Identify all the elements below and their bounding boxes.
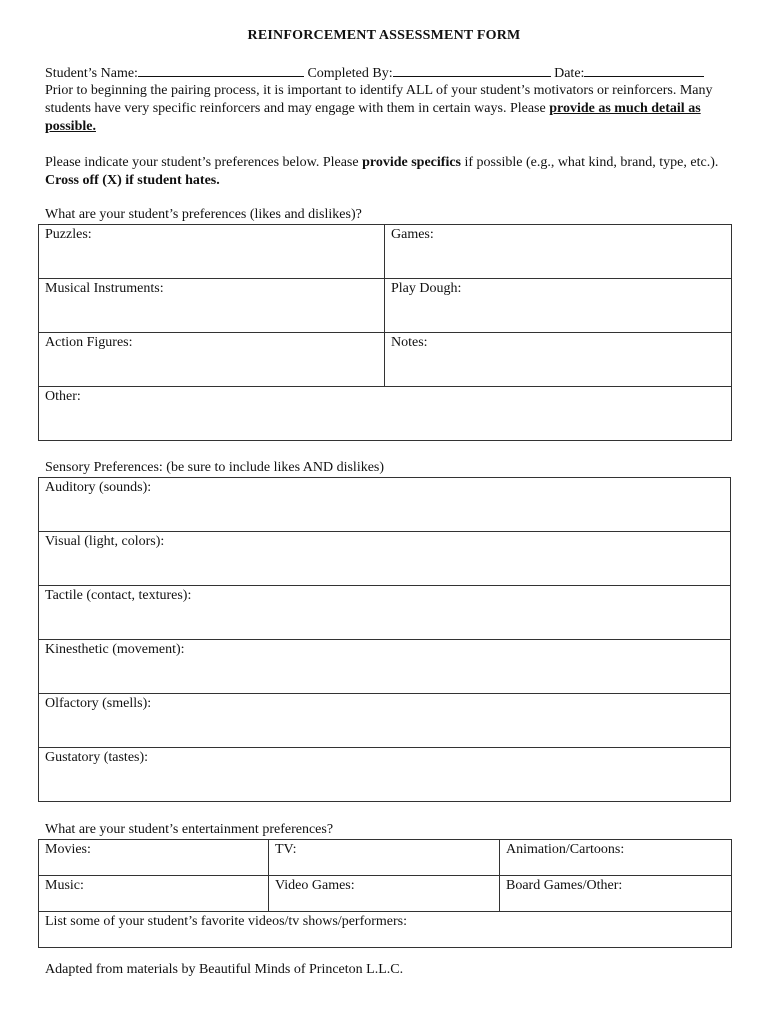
musical-instruments-cell[interactable] xyxy=(39,279,385,333)
board-games-label: Board Games/Other: xyxy=(506,878,623,893)
video-games-label: Video Games: xyxy=(275,878,355,893)
animation-label: Animation/Cartoons: xyxy=(506,842,625,857)
gustatory-cell[interactable] xyxy=(39,748,731,802)
tv-label: TV: xyxy=(275,842,297,857)
date-field[interactable] xyxy=(584,64,704,77)
games-cell[interactable] xyxy=(385,225,732,279)
kinesthetic-cell[interactable] xyxy=(39,640,731,694)
visual-label: Visual (light, colors): xyxy=(45,534,165,549)
student-name-field[interactable] xyxy=(138,64,304,77)
instructions-paragraph xyxy=(45,154,725,190)
kinesthetic-label: Kinesthetic (movement): xyxy=(45,642,185,657)
sensory-label: Sensory Preferences: (be sure to include likes AND dislikes) xyxy=(45,460,385,475)
favorites-cell[interactable] xyxy=(39,912,732,948)
games-label: Games: xyxy=(391,227,434,242)
footer-credit: Adapted from materials by Beautiful Minds of Princeton L.L.C. xyxy=(45,962,404,977)
movies-cell[interactable] xyxy=(39,840,269,876)
notes-label: Notes: xyxy=(391,335,428,350)
action-figures-label: Action Figures: xyxy=(45,335,133,350)
tactile-label: Tactile (contact, textures): xyxy=(45,588,192,603)
notes-cell[interactable] xyxy=(385,333,732,387)
header-fields xyxy=(45,64,704,82)
auditory-label: Auditory (sounds): xyxy=(45,480,152,495)
olfactory-label: Olfactory (smells): xyxy=(45,696,152,711)
intro-emphasis: provide as much detail as possible. xyxy=(45,101,701,134)
auditory-cell[interactable] xyxy=(39,478,731,532)
music-label: Music: xyxy=(45,878,84,893)
completed-by-label: Completed By: xyxy=(307,66,393,81)
animation-cell[interactable] xyxy=(500,840,732,876)
favorites-label: List some of your student’s favorite videos/tv shows/performers: xyxy=(45,914,407,929)
tv-cell[interactable] xyxy=(269,840,500,876)
movies-label: Movies: xyxy=(45,842,91,857)
play-dough-label: Play Dough: xyxy=(391,281,462,296)
instructions-text-2: if possible (e.g., what kind, brand, type, etc.). xyxy=(461,155,719,170)
intro-paragraph xyxy=(45,82,725,136)
music-cell[interactable] xyxy=(39,876,269,912)
completed-by-field[interactable] xyxy=(393,64,551,77)
puzzles-cell[interactable] xyxy=(39,225,385,279)
olfactory-cell[interactable] xyxy=(39,694,731,748)
entertainment-label: What are your student’s entertainment preferences? xyxy=(45,822,334,837)
date-label: Date: xyxy=(554,66,585,81)
preferences-table xyxy=(38,224,732,441)
instructions-bold-2: Cross off (X) if student hates. xyxy=(45,173,220,188)
other-label: Other: xyxy=(45,389,81,404)
entertainment-table xyxy=(38,839,732,948)
form-title: REINFORCEMENT ASSESSMENT FORM xyxy=(247,28,521,43)
instructions-bold-1: provide specifics xyxy=(362,155,461,170)
intro-text: Prior to beginning the pairing process, it is important to identify ALL of your student’s motivators or reinforcers. Many students have very specific reinforcers and may engage with them in certain ways. Please xyxy=(45,83,713,116)
student-name-label: Student’s Name: xyxy=(45,66,138,81)
preferences-label: What are your student’s preferences (likes and dislikes)? xyxy=(45,207,362,222)
board-games-cell[interactable] xyxy=(500,876,732,912)
video-games-cell[interactable] xyxy=(269,876,500,912)
musical-instruments-label: Musical Instruments: xyxy=(45,281,164,296)
action-figures-cell[interactable] xyxy=(39,333,385,387)
sensory-table xyxy=(38,477,731,802)
tactile-cell[interactable] xyxy=(39,586,731,640)
gustatory-label: Gustatory (tastes): xyxy=(45,750,149,765)
instructions-text-1: Please indicate your student’s preferences below. Please xyxy=(45,155,363,170)
visual-cell[interactable] xyxy=(39,532,731,586)
play-dough-cell[interactable] xyxy=(385,279,732,333)
puzzles-label: Puzzles: xyxy=(45,227,92,242)
other-cell[interactable] xyxy=(39,387,732,441)
